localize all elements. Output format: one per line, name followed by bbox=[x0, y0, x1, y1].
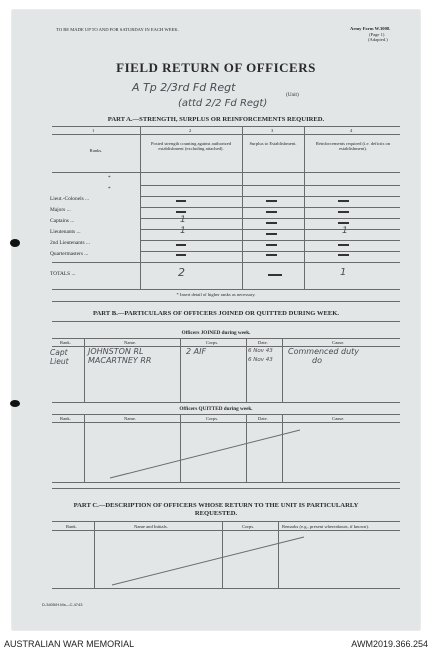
part-c-heading-2: REQUESTED. bbox=[194, 510, 238, 517]
form-edition: (Adapted.) bbox=[368, 37, 388, 42]
quitted-title: Officers QUITTED during week. bbox=[179, 406, 253, 412]
quitted-col-corps: Corps. bbox=[206, 416, 219, 421]
footer-accession-number: AWM2019.366.254 bbox=[351, 639, 428, 649]
joined-name-2: MACARTNEY RR bbox=[88, 356, 152, 365]
unit-label: (Unit) bbox=[286, 92, 299, 98]
star-marker-2: * bbox=[108, 186, 111, 192]
col-head-ranks: Ranks. bbox=[89, 148, 103, 153]
reinforcements-lieutenants: 1 bbox=[342, 226, 348, 236]
joined-col-rank: Rank. bbox=[60, 340, 71, 345]
quitted-col-name: Name. bbox=[124, 416, 137, 421]
totals-posted: 2 bbox=[178, 266, 185, 279]
page-title: FIELD RETURN OF OFFICERS bbox=[116, 60, 316, 75]
rank-captains: Captains ... bbox=[50, 218, 75, 224]
punch-hole-mark bbox=[10, 239, 20, 247]
rank-quartermasters: Quartermasters ... bbox=[50, 251, 89, 257]
joined-date-1: 6 Nov 43 bbox=[248, 348, 273, 354]
form-sheet bbox=[12, 10, 420, 630]
top-note: TO BE MADE UP TO AND FOR SATURDAY IN EACH WEEK. bbox=[56, 27, 179, 32]
punch-hole-mark bbox=[10, 400, 20, 407]
rank-lieut-colonels: Lieut.-Colonels ... bbox=[50, 196, 90, 202]
joined-rank-2: Lieut bbox=[50, 357, 69, 366]
rank-2nd-lieutenants: 2nd Lieutenants ... bbox=[50, 240, 90, 246]
unit-handwritten: A Tp 2/3rd Fd Regt bbox=[132, 81, 236, 94]
form-page: (Page 1) bbox=[369, 32, 385, 37]
quitted-col-cause: Cause. bbox=[332, 416, 345, 421]
part-a-heading: PART A.—STRENGTH, SURPLUS OR REINFORCEMENTS REQUIRED. bbox=[107, 116, 325, 123]
footer-bar bbox=[0, 636, 432, 653]
col-num-2: 2 bbox=[189, 128, 192, 133]
strike-lines bbox=[12, 10, 420, 630]
part-c-heading-1: PART C.—DESCRIPTION OF OFFICERS WHOSE RETURN TO THE UNIT IS PARTICULARLY bbox=[73, 502, 359, 509]
rank-majors: Majors ... bbox=[50, 207, 71, 213]
part-c-col-rank: Rank. bbox=[66, 524, 77, 529]
joined-corps-1: 2 AIF bbox=[186, 347, 207, 356]
part-c-col-corps: Corps. bbox=[242, 524, 255, 529]
col-num-3: 3 bbox=[271, 128, 274, 133]
joined-date-2: 6 Nov 43 bbox=[248, 357, 273, 363]
part-c-col-name: Name and Initials. bbox=[134, 524, 168, 529]
rank-lieutenants: Lieutenants ... bbox=[50, 229, 81, 235]
col-num-4: 4 bbox=[350, 128, 353, 133]
totals-reinforcements: 1 bbox=[340, 267, 347, 278]
part-b-heading: PART B.—PARTICULARS OF OFFICERS JOINED OR QUITTED DURING WEEK. bbox=[92, 310, 340, 317]
posted-captains: 1 bbox=[180, 215, 186, 225]
joined-cause-2: do bbox=[312, 356, 322, 365]
part-c-col-remarks: Remarks (e.g., present whereabouts, if known). bbox=[282, 524, 370, 529]
form-number: Army Form W.3008. bbox=[350, 26, 391, 31]
col-head-surplus: Surplus to Establishment. bbox=[249, 141, 297, 146]
footnote: * Insert detail of higher ranks as necessary. bbox=[176, 292, 256, 297]
posted-lieutenants: 1 bbox=[180, 226, 186, 236]
col-head-posted: Posted strength counting against authorized establishment (excluding attached). bbox=[150, 141, 232, 152]
joined-cause-1: Commenced duty bbox=[288, 347, 360, 356]
print-code: D-3405/H.Ms—C.4743 bbox=[42, 602, 83, 607]
joined-rank-1: Capt bbox=[50, 348, 68, 357]
joined-col-cause: Cause. bbox=[332, 340, 345, 345]
joined-name-1: JOHNSTON RL bbox=[88, 347, 144, 356]
joined-col-name: Name. bbox=[124, 340, 137, 345]
quitted-col-rank: Rank. bbox=[60, 416, 71, 421]
unit-attached-handwritten: (attd 2/2 Fd Regt) bbox=[178, 98, 268, 109]
star-marker-1: * bbox=[108, 175, 111, 181]
joined-col-corps: Corps. bbox=[206, 340, 219, 345]
col-head-reinforcements: Reinforcements required (i.e. deficits on establishment). bbox=[315, 141, 391, 152]
quitted-col-date: Date. bbox=[258, 416, 268, 421]
footer-institution: AUSTRALIAN WAR MEMORIAL bbox=[4, 639, 135, 649]
joined-title: Officers JOINED during week. bbox=[181, 330, 251, 336]
joined-col-date: Date. bbox=[258, 340, 268, 345]
col-num-1: 1 bbox=[92, 128, 95, 133]
totals-label: TOTALS ... bbox=[50, 271, 76, 277]
